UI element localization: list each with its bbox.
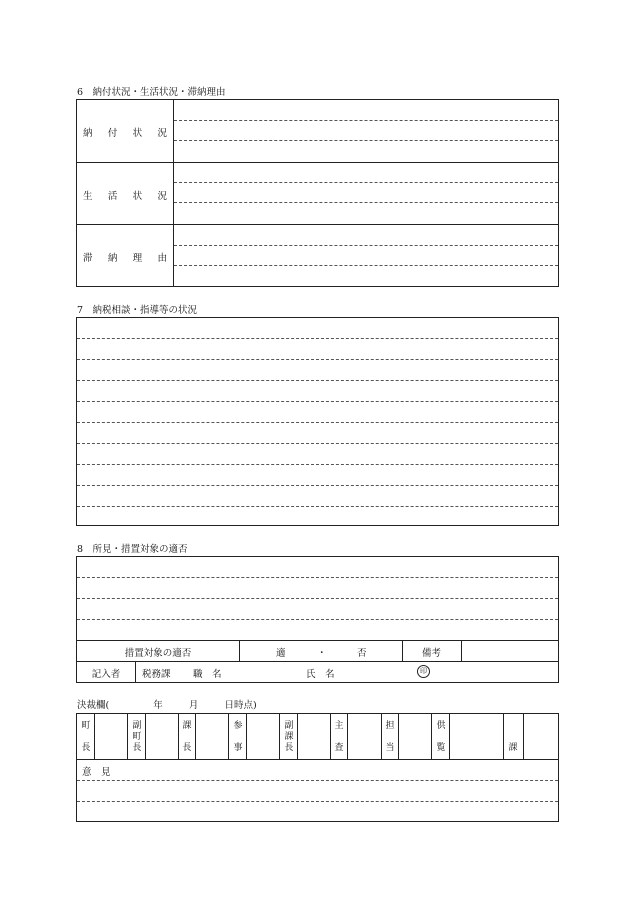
row-divider xyxy=(77,162,558,163)
cell-divider xyxy=(246,714,247,759)
writing-line xyxy=(77,485,558,486)
label-char: 担 xyxy=(385,721,395,731)
month-label: 月 xyxy=(188,700,199,711)
writing-line xyxy=(77,401,558,402)
writing-line xyxy=(174,202,558,203)
section-label xyxy=(508,743,518,754)
post-label: 職 名 xyxy=(193,669,222,680)
label-char: 生 xyxy=(83,191,93,202)
writing-line xyxy=(77,443,558,444)
option-separator: ・ xyxy=(317,648,327,659)
living-status-label xyxy=(83,188,167,202)
writing-line xyxy=(77,780,558,781)
label-char: 状 xyxy=(132,191,143,202)
writing-line xyxy=(174,265,558,266)
chief-inspector-label xyxy=(334,721,344,754)
approval-table xyxy=(76,713,559,822)
label-char: 参 xyxy=(233,721,243,731)
writing-line xyxy=(77,506,558,507)
remarks-label: 備考 xyxy=(421,648,441,659)
cell-divider xyxy=(178,714,179,759)
datetime-label: 日時点) xyxy=(224,700,257,711)
label-char: 納 xyxy=(107,253,118,264)
approval-title xyxy=(77,697,257,711)
label-char: 況 xyxy=(157,128,167,139)
deputy-section-chief-label xyxy=(284,721,294,754)
mayor-label xyxy=(81,721,91,754)
section-6-title: 6 納付状況・生活状況・滞納理由 xyxy=(77,87,226,98)
cell-divider xyxy=(228,714,229,759)
writing-line xyxy=(77,598,558,599)
row-divider xyxy=(77,224,558,225)
cell-divider xyxy=(398,714,399,759)
cell-divider xyxy=(330,714,331,759)
cell-divider xyxy=(461,640,462,661)
cell-divider xyxy=(145,714,146,759)
label-char: 由 xyxy=(157,253,167,264)
writing-line xyxy=(77,359,558,360)
seal-mark: 印 xyxy=(417,665,430,678)
cell-divider xyxy=(431,714,432,759)
department-label: 税務課 xyxy=(142,669,171,680)
cell-divider xyxy=(279,714,280,759)
cell-divider xyxy=(449,714,450,759)
writing-line xyxy=(77,464,558,465)
label-char: 状 xyxy=(132,128,143,139)
option-not-applicable[interactable]: 否 xyxy=(357,648,367,659)
label-char: 付 xyxy=(107,128,118,139)
writing-line xyxy=(77,338,558,339)
label-char: 課 xyxy=(508,743,518,753)
cell-divider xyxy=(381,714,382,759)
cell-divider xyxy=(94,714,95,759)
label-char: 長 xyxy=(81,743,91,753)
section-7-box xyxy=(76,317,559,526)
row-divider xyxy=(77,661,558,662)
measure-applicability-label: 措置対象の適否 xyxy=(124,648,192,659)
label-char: 長 xyxy=(284,743,294,753)
label-char: 町 xyxy=(132,732,142,742)
label-char: 理 xyxy=(132,253,143,264)
cell-divider xyxy=(239,640,240,661)
section-8-title: 8 所見・措置対象の適否 xyxy=(77,544,188,555)
approval-title-text: 決裁欄( xyxy=(77,700,110,711)
label-char: 当 xyxy=(385,743,395,753)
label-char: 長 xyxy=(132,743,142,753)
label-char: 長 xyxy=(182,743,192,753)
cell-divider xyxy=(503,714,504,759)
person-in-charge-label xyxy=(385,721,395,754)
cell-divider xyxy=(135,661,136,682)
section-8-box xyxy=(76,556,559,683)
recorder-label: 記入者 xyxy=(91,669,121,680)
label-char: 納 xyxy=(83,128,93,139)
writing-line xyxy=(77,422,558,423)
writing-line xyxy=(77,619,558,620)
label-char: 主 xyxy=(334,721,344,731)
label-char: 供 xyxy=(436,721,446,731)
label-char: 滞 xyxy=(83,253,93,264)
payment-status-label xyxy=(83,125,167,139)
label-char: 査 xyxy=(334,743,344,753)
writing-line xyxy=(174,245,558,246)
label-char: 町 xyxy=(81,721,91,731)
writing-line xyxy=(174,120,558,121)
cell-divider xyxy=(127,714,128,759)
label-char: 課 xyxy=(284,732,294,742)
section-6-table xyxy=(76,99,559,287)
label-char: 況 xyxy=(157,191,167,202)
writing-line xyxy=(77,380,558,381)
label-char: 課 xyxy=(182,721,192,731)
opinion-label: 意 見 xyxy=(82,767,111,778)
label-char: 活 xyxy=(107,191,118,202)
writing-line xyxy=(77,577,558,578)
cell-divider xyxy=(297,714,298,759)
label-divider xyxy=(173,100,174,286)
deputy-mayor-label xyxy=(132,721,142,754)
option-applicable[interactable]: 適 xyxy=(276,648,286,659)
section-chief-label xyxy=(182,721,192,754)
writing-line xyxy=(174,182,558,183)
label-char: 副 xyxy=(132,721,142,731)
label-char: 副 xyxy=(284,721,294,731)
remarks-field[interactable] xyxy=(463,642,556,659)
writing-line xyxy=(77,801,558,802)
row-divider xyxy=(77,759,558,760)
year-label: 年 xyxy=(153,700,163,711)
cell-divider xyxy=(195,714,196,759)
section-7-title: 7 納税相談・指導等の状況 xyxy=(77,305,198,316)
name-label: 氏 名 xyxy=(306,669,335,680)
delinquency-reason-label xyxy=(83,250,167,264)
counselor-label xyxy=(233,721,243,754)
label-char: 事 xyxy=(233,743,243,753)
row-divider xyxy=(77,640,558,641)
writing-line xyxy=(174,140,558,141)
cell-divider xyxy=(347,714,348,759)
cell-divider xyxy=(523,714,524,759)
label-char: 覧 xyxy=(436,743,446,753)
circulation-label xyxy=(436,721,446,754)
